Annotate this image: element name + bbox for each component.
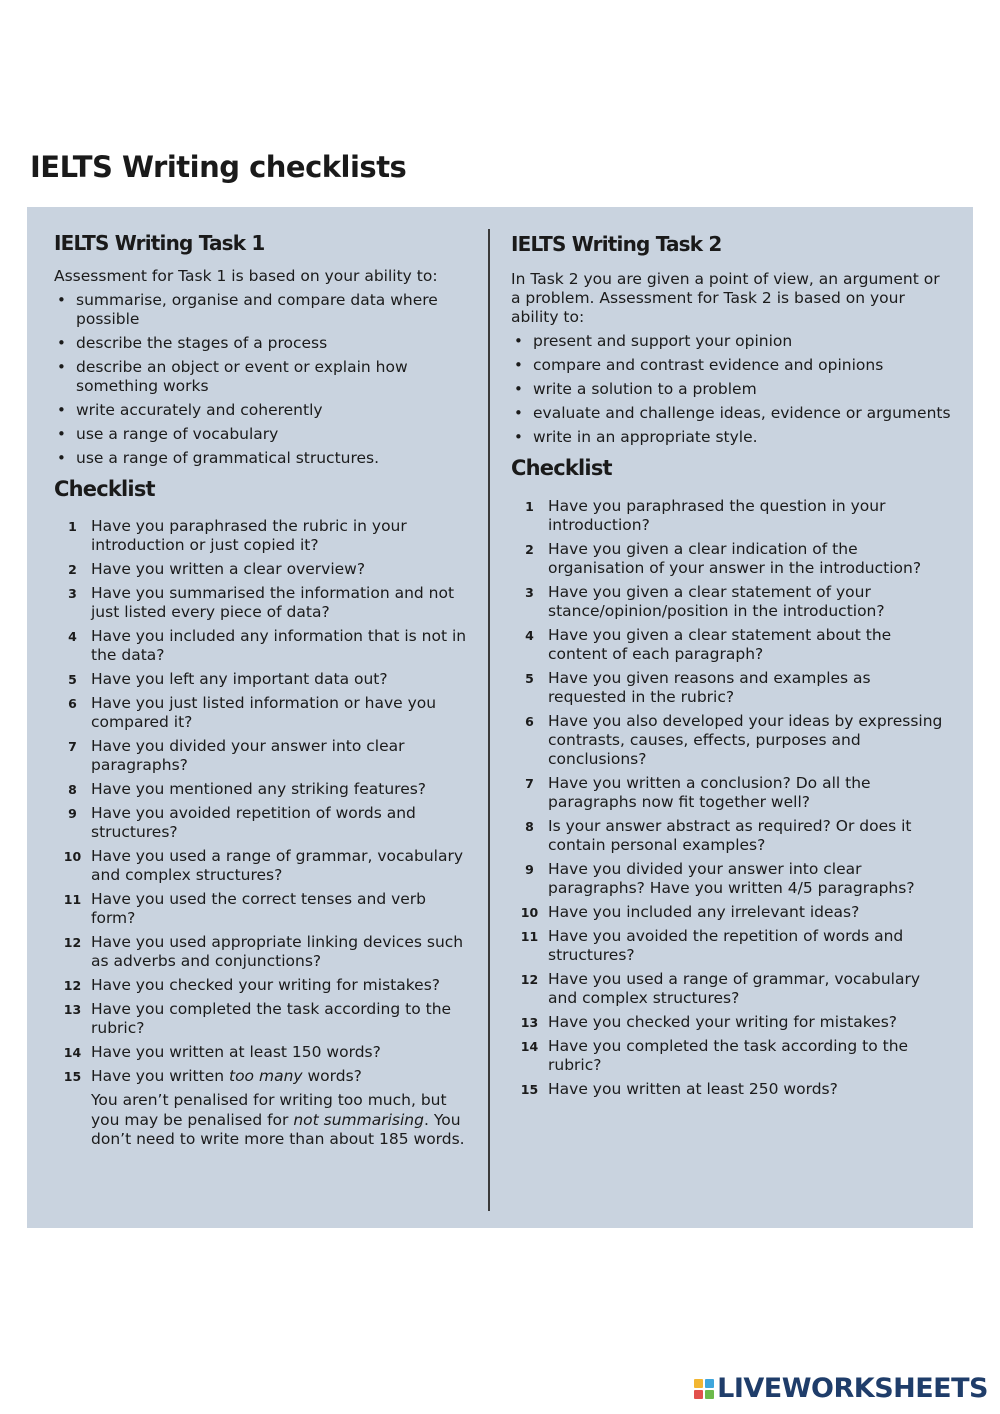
task1-intro: Assessment for Task 1 is based on your ability to: [54,267,438,285]
checklist-item [54,780,474,799]
task2-bullet: • evaluate and challenge ideas, evidence or arguments [511,404,951,423]
checklist-item [54,670,474,689]
item-number: 6 [525,714,534,729]
checklist-item [54,1000,474,1038]
item-text: Have you used the correct tenses and verb form? [91,890,427,927]
item-text: Have you given a clear statement of your stance/opinion/position in the introduction? [548,583,885,620]
item-number: 3 [525,585,534,600]
item-text: Have you paraphrased the question in your introduction? [548,497,886,534]
checklist-item [54,517,474,555]
item-text: Have you given a clear statement about the content of each paragraph? [548,626,892,663]
task2-intro: In Task 2 you are given a point of view, an argument or a problem. Assessment for Task 2 is based on your ability to: [511,270,940,326]
task2-bullet-list [511,332,951,447]
task1-checklist [54,517,474,1086]
checklist-item [54,1067,474,1086]
item-number: 8 [68,782,77,797]
item-text: Have you just listed information or have you compared it? [91,694,437,731]
item-text: Have you used a range of grammar, vocabulary and complex structures? [548,970,921,1007]
brand-name: LIVEWORKSHEETS [717,1373,988,1404]
task1-bullet: • describe the stages of a process [54,334,474,353]
checklist-item [511,669,951,707]
note-emphasis: not summarising [293,1110,424,1129]
task1-bullet: • describe an object or event or explain how something works [54,358,474,396]
item-text: Have you avoided the repetition of words and structures? [548,927,904,964]
task2-checklist-heading: Checklist [511,456,612,480]
checklist-item [54,694,474,732]
item-number: 12 [63,935,82,950]
item-number: 1 [525,499,534,514]
checklist-item [511,540,951,578]
item-text: Have you written at least 150 words? [91,1043,381,1061]
task1-bullet: • use a range of vocabulary [54,425,474,444]
item-number: 12 [520,972,539,987]
checklist-item [511,1013,951,1032]
checklist-item [54,737,474,775]
checklist-item [511,583,951,621]
item-text: Have you avoided repetition of words and structures? [91,804,416,841]
item-text: Have you divided your answer into clear paragraphs? [91,737,405,774]
item-number: 8 [525,819,534,834]
task2-bullet: • write in an appropriate style. [511,428,951,447]
item-text: Have you used a range of grammar, vocabulary and complex structures? [91,847,464,884]
item-text: Have you mentioned any striking features? [91,780,427,798]
task1-heading: IELTS Writing Task 1 [54,231,265,255]
checklist-item [511,626,951,664]
item-text: Have you paraphrased the rubric in your introduction or just copied it? [91,517,407,554]
task2-heading: IELTS Writing Task 2 [511,232,722,256]
item-text: Have you left any important data out? [91,670,388,688]
item-number: 15 [520,1082,539,1097]
checklist-item [54,976,474,995]
checklist-item [511,817,951,855]
item-number: 15 [63,1069,82,1084]
item-text: Have you given reasons and examples as requested in the rubric? [548,669,871,706]
checklist-item [54,584,474,622]
checklist-item [511,860,951,898]
task1-bullet: • use a range of grammatical structures. [54,449,474,468]
task2-column [511,207,951,1104]
item-number: 13 [520,1015,539,1030]
checklist-item [54,627,474,665]
item-text: Have you included any irrelevant ideas? [548,903,860,921]
item-text: Have you written a clear overview? [91,560,366,578]
checklist-item [511,927,951,965]
checklist-item [511,1037,951,1075]
item-number: 7 [525,776,534,791]
liveworksheets-logo-icon [694,1379,714,1399]
item-text: Have you divided your answer into clear paragraphs? Have you written 4/5 paragraphs? [548,860,915,897]
item-text: Have you completed the task according to the rubric? [91,1000,452,1037]
task2-bullet: • compare and contrast evidence and opinions [511,356,951,375]
logo-square [705,1379,714,1388]
item-text: Have you included any information that is not in the data? [91,627,467,664]
item-number: 7 [68,739,77,754]
note-part1: You aren’t penalised for writing too much, but you may be penalised for [91,1091,447,1129]
column-divider [488,229,490,1211]
checklist-panel [27,207,973,1228]
item-number: 9 [68,806,77,821]
item-text: Have you checked your writing for mistakes? [91,976,440,994]
item-number: 9 [525,862,534,877]
item-text: Have you given a clear indication of the organisation of your answer in the introduction? [548,540,922,577]
item-text-emphasis: too many [229,1067,303,1085]
checklist-item [54,560,474,579]
task2-bullet: • present and support your opinion [511,332,951,351]
item-number: 2 [525,542,534,557]
item-number: 11 [63,892,82,907]
item-text: Have you also developed your ideas by expressing contrasts, causes, effects, purposes and conclusions? [548,712,943,768]
checklist-item [54,890,474,928]
item-text: Have you written a conclusion? Do all the paragraphs now fit together well? [548,774,871,811]
note-part2: . You don’t need to write more than about 185 words. [91,1110,465,1148]
item-text: Have you summarised the information and not just listed every piece of data? [91,584,455,621]
item-number: 12 [63,978,82,993]
item-number: 4 [525,628,534,643]
item-number: 5 [68,672,77,687]
checklist-item [511,497,951,535]
checklist-item [54,847,474,885]
checklist-item [54,804,474,842]
task1-column [54,207,474,1150]
item-text: Have you checked your writing for mistakes? [548,1013,897,1031]
checklist-item [511,903,951,922]
checklist-item [54,933,474,971]
item-number: 3 [68,586,77,601]
item-number: 14 [63,1045,82,1060]
item-number: 10 [63,849,82,864]
checklist-item [54,1043,474,1062]
item-text: Have you completed the task according to the rubric? [548,1037,909,1074]
task1-bullet-list [54,291,474,468]
task1-bullet: • summarise, organise and compare data where possible [54,291,474,329]
checklist-item [511,774,951,812]
logo-square [694,1379,703,1388]
checklist-item [511,712,951,769]
logo-square [694,1390,703,1399]
task2-bullet: • write a solution to a problem [511,380,951,399]
item-number: 2 [68,562,77,577]
item-text: Have you written at least 250 words? [548,1080,838,1098]
item-number: 11 [520,929,539,944]
task1-bullet: • write accurately and coherently [54,401,474,420]
item-number: 1 [68,519,77,534]
item-text [91,1067,474,1086]
item-text-pre: Have you written [91,1067,229,1085]
page-title: IELTS Writing checklists [30,150,407,184]
item-text: Have you used appropriate linking devices such as adverbs and conjunctions? [91,933,464,970]
logo-square [705,1390,714,1399]
task1-note [91,1091,471,1150]
item-number: 6 [68,696,77,711]
item-text: Is your answer abstract as required? Or does it contain personal examples? [548,817,912,854]
task2-checklist [511,497,951,1099]
item-number: 5 [525,671,534,686]
item-number: 4 [68,629,77,644]
item-number: 10 [520,905,539,920]
item-text-post: words? [302,1067,362,1085]
task1-checklist-heading: Checklist [54,477,155,501]
liveworksheets-brand[interactable] [694,1373,988,1404]
item-number: 13 [63,1002,82,1017]
checklist-item [511,970,951,1008]
checklist-item [511,1080,951,1099]
item-number: 14 [520,1039,539,1054]
